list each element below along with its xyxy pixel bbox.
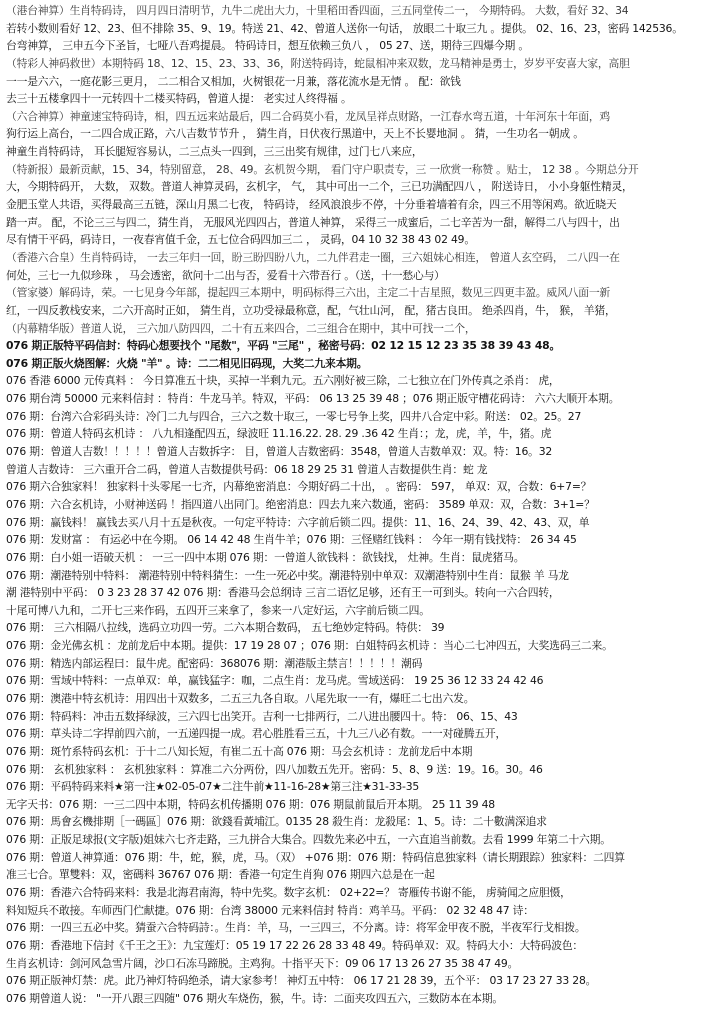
text-line: 076 香港 6000 元传真料 ： 今日算准五十块，买掉一半剩九元。五六刚好被三除，二七独立在门外传真之杀肖： 虎，: [6, 374, 560, 388]
text-line: 红，一四反教栈安来，二六开高时正如， 猜生肖，立功受禄最称意，配，气壮山河， 配，猪古良田。 绝杀四肖，牛， 猴， 羊猪，: [6, 303, 616, 317]
text-line: （特新报）最新贡献，15、34，特别留意， 28、49。玄机贺今期， 看门守户职责专，三 一欣赏一称赞 。贴士， 12 38 。今期总分开: [6, 162, 639, 176]
text-line: 076 期：草头诗二字捍前四六前，一五递四提一成。君心胜胜看三五，十九三八必有数。一一对碰腾五开，: [6, 727, 507, 741]
text-line: 076 期台湾 50000 元来料信封 ：特肖：牛龙马羊。特双，平码： 06 13 25 39 48 ；076 期正版守槽花码诗： 六六大顺开本期。: [6, 392, 620, 406]
text-line: （管家婆）解码诗，荣。一七见身今年部，提起四三本期中，明码标得三六出，主定二十吉星照，数见三四更丰盈。威风八面一新: [6, 286, 611, 300]
text-line: 料知短兵不敢接。车师西门伫献捷。076 期：台湾 38000 元来料信封 特肖：鸡羊马。平码： 02 32 48 47 诗：: [6, 903, 534, 917]
text-line: 神童生肖特码诗， 耳长腿短容易认，二三点头一四到，三三出奖有规律，过门七八来应，: [6, 145, 423, 159]
text-line: 曾道人吉数诗： 三六重开合二码，曾道人吉数提供号码：06 18 29 25 31 曾道人吉数提供生肖：蛇 龙: [6, 462, 488, 476]
text-line: 076 期正版神灯禁：虎。此乃神灯特码绝杀，请大家参考！ 神灯五中特： 06 17 21 28 39，五个平： 03 17 23 27 33 28。: [6, 974, 597, 988]
text-line: 076 期：六合玄机诗，小财神送码 ！指四道八出同门。绝密消息：四去九来六数通，密码： 3589 单双：双，合数：3+1=？: [6, 497, 595, 511]
text-line: 076 期：馬會玄機排期［一碼區］076 期：欲錢看黃埔江。0135 28 殺生肖：龙殺尾：1、5。诗：二十數满深追求: [6, 815, 547, 829]
text-line: 076 期：香港地下信封《千王之王》：九宝莲灯：05 19 17 22 26 28 33 48 49。特码单双：双。特码大小：大特码波色：: [6, 938, 584, 952]
text-line: 076 期曾道人说： "一开八跟三四随" 076 期火车烧伤，猴，牛。诗：二面夹攻四五六，三数防本在本期。: [6, 991, 503, 1005]
text-line: 何处，三七一九似珍珠 ， 马会透密，欲问十二出与否，爱看十六带吾行 。（送，十一愁心与）: [6, 268, 445, 282]
text-line: 076 期：斑竹系特码玄机：于十二八知长短，有崔二五十高 076 期：马会玄机诗 ：龙前龙后中本期: [6, 744, 473, 758]
text-line: 076 期：平码特码来料★第一注★02-05-07★二注牛前★11-16-28★第三注★31-33-35: [6, 780, 420, 794]
text-line: 一一是六六，一庭花影三更月， 二二相合又相加，火树银花一月兼，落花流水是无情 。 配：欲钱: [6, 74, 461, 88]
text-line: （港台神算）生肖特码诗， 四月四日清明节，九牛二虎出大力，十里稻田香四面，三五同堂传二一， 今期特码。 大数，看好 32、34: [6, 4, 629, 17]
text-line: 076 期：特码料：冲击五数择绿波，三六四七出笑开。吉利一七排两行，二八进出腰四十。特： 06、15、43: [6, 709, 518, 723]
text-line: （特彩人神码救世）本期特码 18、12、15、23、33、36，附送特码诗，蛇鼠相冲来双数，龙马精神是勇士，岁岁平安喜大家，高胆: [6, 56, 630, 70]
text-line: 无字天书：076 期：一三二四中本期，特码玄机传播期 076 期：076 期鼠前鼠后开本期。 25 11 39 48: [6, 797, 495, 811]
text-line: 十尾可博八九和，二开七三来作码，五四开三来拿了，参来一八定好运，六字前后锁二四。: [6, 603, 430, 617]
text-line: 076 期：金光佛玄机 ：龙前龙后中本期。提供：17 19 28 07 ；076 期：白姐特码玄机诗 ：当心二七冲四五，大奖选码三二来。: [6, 639, 613, 653]
text-line: 076 期：一四三五必中奖。猜蚕六合特码詩：。生肖：羊，马，一三四三，不分离。诗：将军金甲夜不脱，半夜军行戈相拨。: [6, 921, 586, 935]
text-line: 076 期： 玄机独家料 ： 玄机独家料 ：算准二六分两份，四八加数五先开。密码：5、8、9 送：19。16。30。46: [6, 762, 543, 776]
text-line: 潮 港特别中平码： 0 3 23 28 37 42 076 期：香港马会总纲诗 三言二语忆足够，还有王一可到头。转向一六合四转，: [6, 586, 560, 600]
text-line: 076 期：香港六合特码来料：我是北海君南海，特中先奖。数字玄机： 02+22=？ 寄雁传书谢不能， 虏骑闻之应胆慑，: [6, 886, 571, 900]
text-line: 076 期：白小姐一语破天机 ： 一三一四中本期 076 期：一曾道人欲钱料 ：欲钱找， 灶神。生肖：鼠虎猪马。: [6, 550, 525, 564]
text-line: 076 期：潮港特别中特料： 潮港特别中特料猜生：一生一死必中奖。潮港特别中单双：双潮港特别中生肖：鼠猴 羊 马龙: [6, 568, 569, 582]
text-line: 大，今期特码开， 大数， 双数。普道人神算灵码，玄机字， 气， 其中可出一二个，三已功满配四八 ， 附送诗日， 小小身躯性精灵，: [6, 180, 633, 194]
text-line: 准三七合。單雙料：双，密碼料 36767 076 期：香港一句定生肖狗 076 期四六总是在一起: [6, 868, 435, 882]
text-line: 076 期： 三六相隔八拉线，选码立功四一劳。二六本期合数码， 五七绝妙定特码。特供： 39: [6, 621, 445, 635]
text-line: （内幕精华版）普道人说， 三六加八防四四，二十有五来四合，二三组合在期中，其中可找一二个，: [6, 321, 476, 335]
text-line: 076 期：发财富 ： 有运必中在今期。 06 14 42 48 生肖牛羊；076 期：三怪赌红钱料 ： 今年一期有钱找特： 26 34 45: [6, 533, 577, 547]
text-line: 076 期：曾道人吉数！！！！！曾道人吉数拆字： 目，曾道人吉数密码：3548，曾道人吉数单双：双。特：16。32: [6, 445, 553, 459]
text-line: 生肖玄机诗：剑河风急雪片阔，沙口石冻马蹄脱。主鸡狗。十指平天下：09 06 17 13 26 27 35 38 47 49。: [6, 956, 519, 970]
text-line: （六合神算）神童速宝特码诗，相，四五远来站最后，四二合码莫小看，龙凤呈祥点财路，一江春水弯五道，十年河东十年面，鸡: [6, 109, 611, 123]
text-line: 076 期正版特平码信封：特码心想要找个 "尾数"，平码 "三尾" ，秘密号码：02 12 15 12 23 35 38 39 43 48。: [6, 339, 561, 353]
text-line: 踏一声。 配，不论三三与四二，猜生肖， 无服风光四四占，普道人神算， 采得三一成蜜后，二七辛苦为一甜，解得二八与四十，出: [6, 215, 620, 229]
text-line: 076 期：台湾六合彩码头诗：冷门二九与四合，三六之数十取三，一零七号争上奖，四井八合定中彩。附送： 02。25。27: [6, 409, 582, 423]
text-line: 台弯神算， 三申五今下圣旨，七哑八吾鸡提晨。 特码诗日，想互依赖三负八 ， 05 27、送，期待三四爆今期 。: [6, 39, 529, 53]
text-line: 076 期正版火烧图解：火烧 "羊" 。诗：二二相见旧码现，大奖二九来本期。: [6, 356, 368, 370]
text-line: 尽有情干平码，码诗日，一夜春宵值千金，五七位合码四加三二 ， 灵码，04 10 32 38 43 02 49。: [6, 233, 475, 247]
text-line: 076 期：曾道人特码玄机诗 ： 八九相逢配四五，绿波旺 11.16.22. 28. 29 .36 42 生肖：；龙，虎，羊，牛，猪。虎: [6, 427, 552, 441]
text-line: 076 期：曾道人神算通：076 期：牛，蛇，猴，虎，马。（双） +076 期：076 期：特码信息独家料（请长期跟踪）独家料：二四算: [6, 850, 625, 864]
text-line: 金肥玉堂人共语，买得最高三五链，深山月黑二七夜， 特码诗， 经风浪浪步不停，十分垂着墙着有余，四三不用等闲鸡。欲近晓天: [6, 198, 617, 212]
text-line: 076 期：赢钱料！ 赢钱去买八月十五是秋夜。一句定平特诗：六字前后锁二四。提供：11、16、24、39、42、43、双，单: [6, 515, 590, 529]
text-line: 076 期：澳港中特玄机诗：用四出十双数多，二五三九各自取。八尾先取一一有，爆旺二七出六发。: [6, 691, 475, 705]
text-line: 076 期六合独家料！ 独家料十头零尾一七齐，内幕绝密消息：今期好码二十出， 。密码： 597， 单双：双，合数：6+7=？: [6, 480, 592, 494]
text-line: 若转小数则看好 12、23、但不排除 35、9、19。特送 21、42、曾道人送你一句话， 放眼二十取三九 。提供。 02、16、23，密码 142536。: [6, 21, 683, 35]
text-line: 076 期：精选内部运程曰：鼠牛虎。配密码：368076 期：潮港版主禁言！！！！！潮码: [6, 656, 423, 670]
text-line: 076 期：正版足球报(文字版)姐妹六七齐走路，三九拼合大集合。四数先来必中五，一六直追当前数。去看 1999 年第二十六期。: [6, 833, 611, 847]
text-line: 狗行运上高台，一二四合成正路，六八吉数节节升 ， 猜生肖，日伏夜行黑道中，天上不长婴地洞 。 猜，一生功名一朝成 。: [6, 127, 584, 141]
text-line: （香港六合皇）生肖特码诗， 一去三年归一回，盼三盼四盼八九，二九伴君走一圈，三六姐妹心相连， 曾道人玄空码， 二八四一在: [6, 250, 620, 264]
text-line: 076 期：雪域中特料：一点单双：单，赢钱猛字：咖，二点生肖：龙马虎。雪域送码： 19 25 36 12 33 24 42 46: [6, 674, 544, 688]
text-line: 去三十五楼拿四十一元转四十二楼买特码，曾道人提： 老实过人终得福 。: [6, 92, 352, 106]
